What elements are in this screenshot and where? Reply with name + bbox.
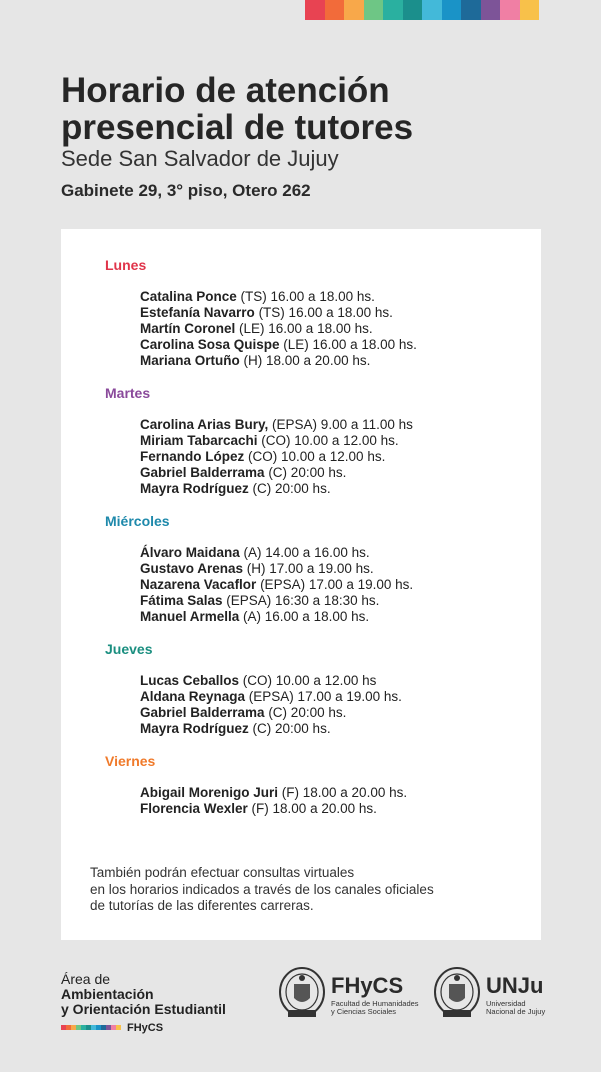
- tutor-schedule: (C) 20:00 hs.: [248, 481, 331, 496]
- tutor-entry: [140, 785, 407, 801]
- day-heading: Jueves: [105, 641, 153, 657]
- tutor-schedule: (C) 20:00 hs.: [264, 465, 347, 480]
- stripe-segment: [461, 0, 481, 20]
- tutor-name: Gustavo Arenas: [140, 561, 244, 576]
- tutor-name: Mayra Rodríguez: [140, 721, 249, 736]
- fhycs-name: FHyCS: [331, 972, 404, 998]
- tutor-name: Carolina Arias Bury,: [140, 417, 269, 432]
- tutor-entry: [140, 561, 374, 577]
- tutor-entry: [140, 577, 413, 593]
- tutor-schedule: (CO) 10.00 a 12.00 hs.: [244, 449, 386, 464]
- note-line: de tutorías de las diferentes carreras.: [90, 898, 314, 913]
- stripe-segment: [344, 0, 364, 20]
- unju-logo: [433, 966, 545, 1024]
- tutor-entry: [140, 289, 375, 305]
- tutor-name: Miriam Tabarcachi: [140, 433, 258, 448]
- tutor-name: Álvaro Maidana: [140, 545, 240, 560]
- tutor-entry: [140, 801, 377, 817]
- tutor-entry: [140, 433, 399, 449]
- stripe-segment: [364, 0, 384, 20]
- tutor-schedule: (F) 18.00 a 20.00 hs.: [247, 801, 377, 816]
- tutor-entry: [140, 417, 413, 433]
- tutor-entry: [140, 465, 346, 481]
- tutor-name: Estefanía Navarro: [140, 305, 255, 320]
- tutor-entry: [140, 545, 370, 561]
- tutor-schedule: (CO) 10.00 a 12.00 hs.: [257, 433, 399, 448]
- note-line: en los horarios indicados a través de los canales oficiales: [90, 881, 434, 897]
- tutor-schedule: (EPSA) 17.00 a 19.00 hs.: [256, 577, 414, 592]
- tutor-schedule: (CO) 10.00 a 12.00 hs: [239, 673, 377, 688]
- fhycs-subtitle: y Ciencias Sociales: [331, 1006, 397, 1016]
- stripe-segment: [403, 0, 423, 20]
- fhycs-subtitle: Facultad de Humanidades: [331, 998, 419, 1008]
- tutor-name: Fátima Salas: [140, 593, 223, 608]
- stripe-segment: [325, 0, 345, 20]
- page-title: Horario de atención presencial de tutores: [61, 71, 414, 147]
- day-heading: Martes: [105, 385, 151, 401]
- tutor-schedule: (EPSA) 9.00 a 11.00 hs: [268, 417, 413, 432]
- virtual-consult-note: [90, 865, 434, 915]
- page-subtitle: Sede San Salvador de Jujuy: [61, 146, 339, 171]
- tutor-schedule: (EPSA) 17.00 a 19.00 hs.: [245, 689, 402, 704]
- tutor-schedule: (F) 18.00 a 20.00 hs.: [278, 785, 408, 800]
- tutor-name: Mayra Rodríguez: [140, 481, 249, 496]
- fhycs-logo: [278, 966, 419, 1024]
- tutor-entry: [140, 689, 402, 705]
- tutor-schedule: (LE) 16.00 a 18.00 hs.: [235, 321, 373, 336]
- tutor-entry: [140, 705, 346, 721]
- note-line: También podrán efectuar consultas virtuales: [90, 865, 355, 880]
- tutor-schedule: (H) 18.00 a 20.00 hs.: [239, 353, 371, 368]
- tutor-entry: [140, 305, 393, 321]
- tutor-entry: [140, 449, 385, 465]
- tutor-name: Catalina Ponce: [140, 289, 237, 304]
- tutor-entry: [140, 721, 331, 737]
- unju-subtitle: Nacional de Jujuy: [486, 1006, 546, 1016]
- tutor-schedule: (C) 20:00 hs.: [264, 705, 347, 720]
- day-heading: Lunes: [105, 257, 147, 273]
- unju-subtitle: Universidad: [486, 998, 526, 1008]
- tutor-name: Abigail Morenigo Juri: [140, 785, 279, 800]
- unju-seal-icon: [433, 966, 481, 1024]
- tutor-name: Carolina Sosa Quispe: [140, 337, 280, 352]
- area-ambientacion-logo: [61, 972, 226, 1036]
- tutor-schedule: (LE) 16.00 a 18.00 hs.: [279, 337, 417, 352]
- area-line: y Orientación Estudiantil: [61, 1001, 226, 1017]
- stripe-segment: [500, 0, 520, 20]
- tutor-entry: [140, 673, 376, 689]
- fhycs-seal-icon: [278, 966, 326, 1024]
- tutor-entry: [140, 609, 369, 625]
- color-stripe: [305, 0, 539, 20]
- tutor-entry: [140, 481, 331, 497]
- stripe-segment: [305, 0, 325, 20]
- tutor-name: Manuel Armella: [140, 609, 240, 624]
- area-line: Ambientación: [61, 986, 154, 1002]
- day-heading: Miércoles: [105, 513, 170, 529]
- tutor-schedule: (H) 17.00 a 19.00 hs.: [243, 561, 374, 576]
- day-heading: Viernes: [105, 753, 156, 769]
- stripe-segment: [481, 0, 501, 20]
- tutor-schedule: (C) 20:00 hs.: [248, 721, 331, 736]
- tutor-name: Nazarena Vacaflor: [140, 577, 257, 592]
- schedule-card: [61, 229, 541, 940]
- tutor-name: Florencia Wexler: [140, 801, 248, 816]
- area-line: Área de: [61, 971, 111, 987]
- tutor-entry: [140, 337, 417, 353]
- location-address: Gabinete 29, 3° piso, Otero 262: [61, 181, 311, 200]
- tutor-entry: [140, 593, 379, 609]
- tutor-schedule: (A) 14.00 a 16.00 hs.: [239, 545, 370, 560]
- area-line: FHyCS: [127, 1022, 164, 1034]
- tutor-entry: [140, 321, 373, 337]
- tutor-schedule: (TS) 16.00 a 18.00 hs.: [254, 305, 393, 320]
- tutor-schedule: (EPSA) 16:30 a 18:30 hs.: [222, 593, 380, 608]
- tutor-name: Martín Coronel: [140, 321, 236, 336]
- unju-name: UNJu: [486, 972, 544, 998]
- tutor-name: Aldana Reynaga: [140, 689, 246, 704]
- tutor-name: Fernando López: [140, 449, 245, 464]
- tutor-name: Mariana Ortuño: [140, 353, 240, 368]
- stripe-segment: [422, 0, 442, 20]
- stripe-segment: [116, 1025, 121, 1030]
- tutor-name: Gabriel Balderrama: [140, 705, 265, 720]
- tutor-schedule: (A) 16.00 a 18.00 hs.: [239, 609, 370, 624]
- tutor-entry: [140, 353, 370, 369]
- tutor-name: Gabriel Balderrama: [140, 465, 265, 480]
- stripe-segment: [520, 0, 540, 20]
- stripe-segment: [383, 0, 403, 20]
- area-color-stripe: [61, 1025, 121, 1030]
- tutor-schedule: (TS) 16.00 a 18.00 hs.: [236, 289, 375, 304]
- stripe-segment: [442, 0, 462, 20]
- tutor-name: Lucas Ceballos: [140, 673, 240, 688]
